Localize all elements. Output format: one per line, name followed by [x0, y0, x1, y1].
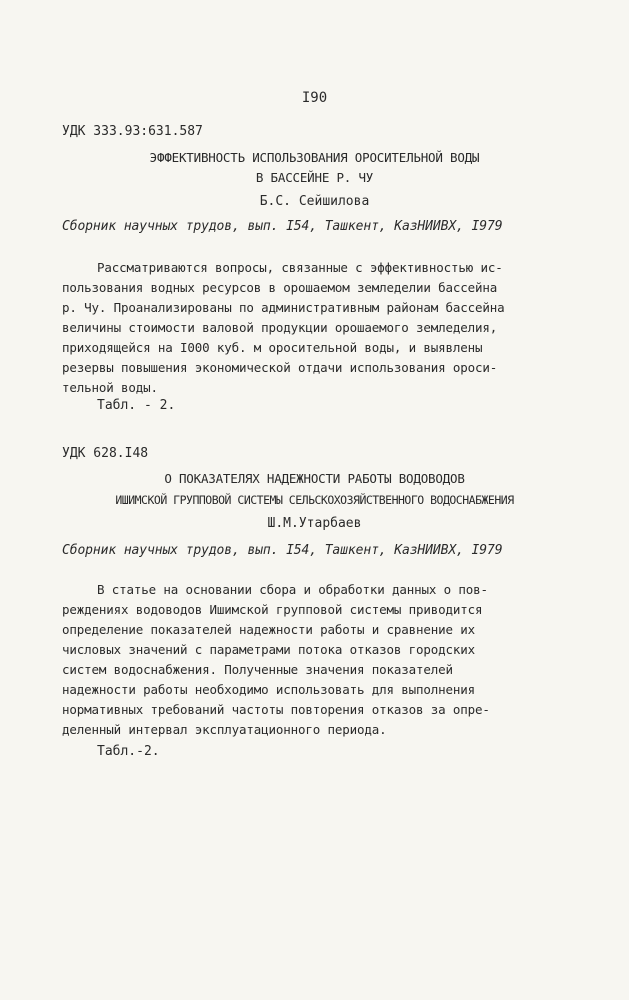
article-2-title-line-1: О ПОКАЗАТЕЛЯХ НАДЕЖНОСТИ РАБОТЫ ВОДОВОДОВ	[164, 471, 465, 486]
article-2-abstract-line: определение показателей надежности работы и сравнение их	[62, 622, 476, 637]
article-1-title-line-2: В БАССЕЙНЕ Р. ЧУ	[255, 170, 374, 185]
article-1-abstract-line: р. Чу. Проанализированы по административным районам бассейна	[62, 300, 505, 315]
article-2-abstract-line: нормативных требований частоты повторения отказов за опре-	[62, 702, 490, 717]
article-1-abstract-line: тельной воды.	[62, 380, 158, 395]
article-1-abstract-line: Рассматриваются вопросы, связанные с эффективностью ис-	[97, 260, 503, 275]
article-2-title-line-2: ИШИМСКОЙ ГРУППОВОЙ СИСТЕМЫ СЕЛЬСКОХОЗЯЙСТВЕННОГО ВОДОСНАБЖЕНИЯ	[115, 493, 514, 507]
article-2-abstract	[62, 580, 542, 740]
article-2-tables-note: Табл.-2.	[97, 744, 160, 759]
article-2-abstract-line: В статье на основании сбора и обработки данных о пов-	[97, 582, 488, 597]
article-1-title-line-1: ЭФФЕКТИВНОСТЬ ИСПОЛЬЗОВАНИЯ ОРОСИТЕЛЬНОЙ ВОДЫ	[149, 150, 480, 165]
article-2-abstract-line: деленный интервал эксплуатационного периода.	[62, 722, 387, 737]
article-2-author: Ш.М.Утарбаев	[267, 516, 362, 531]
article-1-author: Б.С. Сейшилова	[259, 194, 370, 209]
article-1-abstract-line: приходящейся на I000 куб. м оросительной воды, и выявлены	[62, 340, 483, 355]
article-2-abstract-line: реждениях водоводов Ишимской групповой системы приводится	[62, 602, 483, 617]
article-1-abstract-line: резервы повышения экономической отдачи использования ороси-	[62, 360, 498, 375]
article-1-source: Сборник научных трудов, вып. I54, Ташкент, КазНИИВХ, I979	[62, 219, 503, 234]
article-2-abstract-line: числовых значений с параметрами потока отказов городских	[62, 642, 476, 657]
article-2-source: Сборник научных трудов, вып. I54, Ташкент, КазНИИВХ, I979	[62, 543, 503, 558]
article-1-abstract-line: пользования водных ресурсов в орошаемом земледелии бассейна	[62, 280, 498, 295]
article-2-udk: УДК 628.I48	[62, 446, 149, 461]
article-2-abstract-line: надежности работы необходимо использовать для выполнения	[62, 682, 476, 697]
article-1-abstract	[62, 258, 542, 398]
page-number: I90	[301, 90, 328, 106]
article-1-udk: УДК 333.93:631.587	[62, 124, 203, 139]
article-1-tables-note: Табл. - 2.	[97, 398, 176, 413]
article-1-abstract-line: величины стоимости валовой продукции орошаемого земледелия,	[62, 320, 498, 335]
article-2-abstract-line: систем водоснабжения. Полученные значения показателей	[62, 662, 453, 677]
